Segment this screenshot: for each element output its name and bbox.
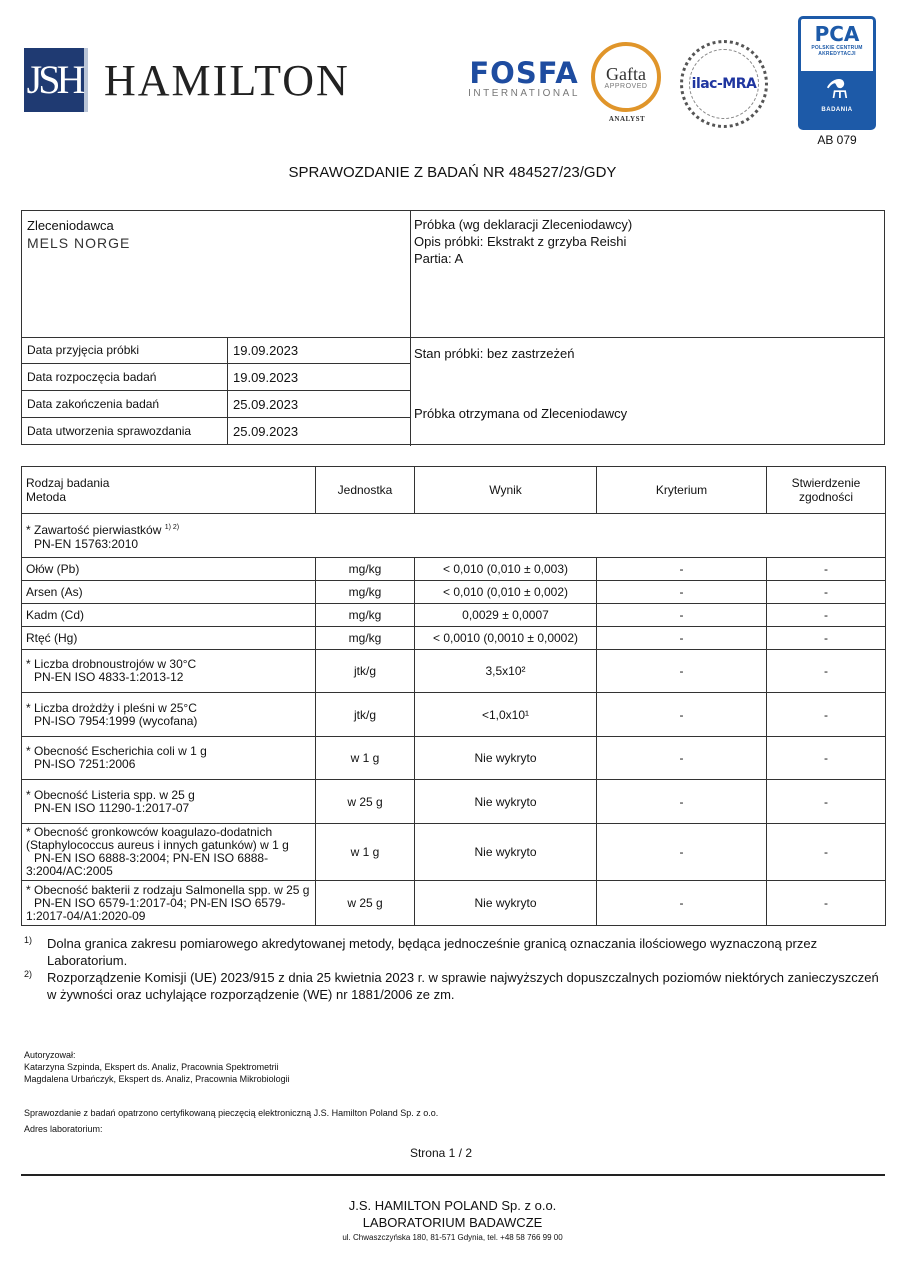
cell-test-method: PN-EN ISO 6888-3:2004; PN-EN ISO 6888- bbox=[34, 851, 269, 865]
cell-test-method-cont: 3:2004/AC:2005 bbox=[26, 864, 113, 878]
cell-test bbox=[22, 650, 316, 693]
fosfa-logo bbox=[467, 58, 581, 99]
date-row bbox=[22, 337, 410, 364]
lab-address-label: Adres laboratorium: bbox=[24, 1124, 103, 1134]
sample-state: Stan próbki: bez zastrzeżeń bbox=[414, 346, 575, 361]
date-label: Data przyjęcia próbki bbox=[27, 343, 140, 357]
cell-result: Nie wykryto bbox=[415, 881, 597, 926]
pca-accreditation-code: AB 079 bbox=[817, 133, 857, 147]
header-test-method bbox=[22, 467, 316, 514]
cell-criterion: - bbox=[597, 558, 767, 581]
certification-text: Sprawozdanie z badań opatrzono certyfikowaną pieczęcią elektroniczną J.S. Hamilton Poland Sp. z o.o. bbox=[24, 1108, 439, 1118]
document-title: SPRAWOZDANIE Z BADAŃ NR 484527/23/GDY bbox=[288, 164, 617, 181]
table-row bbox=[22, 693, 886, 737]
cell-test bbox=[22, 780, 316, 824]
table-row bbox=[22, 780, 886, 824]
page-number: Strona 1 / 2 bbox=[409, 1146, 473, 1160]
cell-result: <1,0x10¹ bbox=[415, 693, 597, 737]
section-title bbox=[26, 521, 881, 537]
date-row bbox=[22, 418, 410, 445]
results-table bbox=[21, 466, 886, 926]
cell-unit: mg/kg bbox=[316, 558, 415, 581]
date-divider bbox=[227, 364, 228, 390]
date-row bbox=[22, 364, 410, 391]
cell-unit: mg/kg bbox=[316, 627, 415, 650]
footnote bbox=[21, 969, 885, 1003]
pca-subtitle-2: AKREDYTACJI bbox=[818, 51, 856, 57]
header-method: Metoda bbox=[26, 490, 67, 504]
cell-result: Nie wykryto bbox=[415, 780, 597, 824]
footer-address: ul. Chwaszczyńska 180, 81-571 Gdynia, tel. +48 58 766 99 00 bbox=[342, 1233, 563, 1242]
cell-criterion: - bbox=[597, 693, 767, 737]
authorizer-2: Magdalena Urbańczyk, Ekspert ds. Analiz, Pracownia Mikrobiologii bbox=[24, 1074, 290, 1084]
header-conformity-line2: zgodności bbox=[798, 490, 854, 504]
cell-criterion: - bbox=[597, 881, 767, 926]
hamilton-logo-word: HAMILTON bbox=[104, 55, 350, 105]
cell-criterion: - bbox=[597, 824, 767, 881]
pca-badge-top bbox=[801, 19, 873, 71]
cell-criterion: - bbox=[597, 581, 767, 604]
gafta-analyst: ANALYST bbox=[608, 115, 646, 123]
date-row bbox=[22, 391, 410, 418]
cell-result: < 0,010 (0,010 ± 0,003) bbox=[415, 558, 597, 581]
footer-lab: LABORATORIUM BADAWCZE bbox=[362, 1215, 543, 1230]
cell-test-name: * Obecność Listeria spp. w 25 g bbox=[26, 787, 195, 802]
cell-test-name: * Liczba drożdży i pleśni w 25°C bbox=[26, 700, 197, 715]
section-footnote-ref: 1) 2) bbox=[164, 523, 180, 531]
cell-result: 3,5x10² bbox=[415, 650, 597, 693]
sample-info-box bbox=[21, 210, 885, 445]
cell-result: Nie wykryto bbox=[415, 824, 597, 881]
cell-result: 0,0029 ± 0,0007 bbox=[415, 604, 597, 627]
cell-test-method: PN-ISO 7251:2006 bbox=[34, 757, 136, 771]
cell-test-name: * Obecność gronkowców koagulazo-dodatnich bbox=[26, 825, 273, 839]
authorization-label: Autoryzował: bbox=[24, 1050, 76, 1060]
sample-details bbox=[414, 216, 632, 267]
header-conformity bbox=[767, 467, 886, 514]
pca-accreditation-badge bbox=[798, 16, 876, 130]
header-criterion: Kryterium bbox=[597, 467, 767, 514]
date-label: Data utworzenia sprawozdania bbox=[27, 424, 192, 438]
cell-criterion: - bbox=[597, 650, 767, 693]
pca-badania: BADANIA bbox=[821, 107, 853, 113]
cell-criterion: - bbox=[597, 604, 767, 627]
cell-conformity: - bbox=[767, 627, 886, 650]
date-value: 25.09.2023 bbox=[233, 397, 299, 412]
cell-conformity: - bbox=[767, 650, 886, 693]
cell-result: < 0,010 (0,010 ± 0,002) bbox=[415, 581, 597, 604]
gafta-name: Gafta bbox=[606, 63, 646, 84]
cell-test-method: PN-EN ISO 11290-1:2017-07 bbox=[34, 800, 190, 815]
sample-batch: Partia: A bbox=[414, 251, 464, 266]
cell-test-name: * Obecność bakterii z rodzaju Salmonella spp. w 25 g bbox=[26, 882, 310, 897]
section-row bbox=[22, 514, 886, 558]
cell-test-method-cont: 1:2017-04/A1:2020-09 bbox=[26, 908, 146, 923]
table-row bbox=[22, 604, 886, 627]
header-result: Wynik bbox=[415, 467, 597, 514]
table-row bbox=[22, 881, 886, 926]
ilac-inner-ring bbox=[689, 49, 759, 119]
date-divider bbox=[227, 418, 228, 445]
cell-unit: w 1 g bbox=[316, 737, 415, 780]
date-value: 19.09.2023 bbox=[233, 370, 299, 385]
ilac-mra-text: ilac-MRA bbox=[691, 76, 757, 92]
table-row bbox=[22, 627, 886, 650]
client-name: MELS NORGE bbox=[27, 235, 131, 251]
table-row bbox=[22, 824, 886, 881]
cell-unit: jtk/g bbox=[316, 693, 415, 737]
pca-subtitle-1: POLSKIE CENTRUM bbox=[811, 45, 863, 51]
cell-test-name: * Liczba drobnoustrojów w 30°C bbox=[26, 657, 197, 671]
date-divider bbox=[227, 337, 228, 363]
section-title-text: * Zawartość pierwiastków bbox=[26, 522, 162, 537]
cell-unit: mg/kg bbox=[316, 604, 415, 627]
info-divider-vertical bbox=[410, 211, 411, 446]
section-method: PN-EN 15763:2010 bbox=[34, 536, 139, 551]
cell-test bbox=[22, 824, 316, 881]
cell-conformity: - bbox=[767, 693, 886, 737]
fosfa-logo-subtitle: INTERNATIONAL bbox=[468, 88, 580, 99]
header-unit: Jednostka bbox=[316, 467, 415, 514]
footer-company: J.S. HAMILTON POLAND Sp. z o.o. bbox=[348, 1198, 557, 1213]
date-label: Data zakończenia badań bbox=[27, 397, 160, 411]
cell-conformity: - bbox=[767, 881, 886, 926]
header-conformity-line1: Stwierdzenie bbox=[791, 476, 861, 490]
gafta-approved: APPROVED bbox=[604, 82, 648, 90]
footnote-text: Dolna granica zakresu pomiarowego akredytowanej metody, będąca jednocześnie granicą oznaczania ilościowego wyznaczoną przez Laboratorium. bbox=[47, 936, 818, 968]
pca-title: PCA bbox=[814, 22, 860, 46]
certification-block bbox=[24, 1105, 438, 1137]
table-row bbox=[22, 581, 886, 604]
cell-test-method: PN-EN ISO 6579-1:2017-04; PN-EN ISO 6579- bbox=[34, 895, 286, 910]
table-row bbox=[22, 650, 886, 693]
cell-conformity: - bbox=[767, 780, 886, 824]
ilac-mra-logo bbox=[680, 40, 768, 128]
footnote bbox=[21, 935, 885, 969]
cell-conformity: - bbox=[767, 558, 886, 581]
cell-test bbox=[22, 737, 316, 780]
cell-test bbox=[22, 881, 316, 926]
date-divider bbox=[227, 391, 228, 417]
fosfa-logo-title: FOSFA bbox=[469, 56, 579, 90]
cell-criterion: - bbox=[597, 737, 767, 780]
gafta-ring bbox=[591, 42, 661, 112]
date-value: 25.09.2023 bbox=[233, 424, 299, 439]
date-value: 19.09.2023 bbox=[233, 343, 299, 358]
date-label: Data rozpoczęcia badań bbox=[27, 370, 157, 384]
sample-description: Opis próbki: Ekstrakt z grzyba Reishi bbox=[414, 234, 627, 249]
cell-unit: w 25 g bbox=[316, 780, 415, 824]
cell-test-method: PN-EN ISO 4833-1:2013-12 bbox=[34, 670, 184, 684]
footnote-text: Rozporządzenie Komisji (UE) 2023/915 z dnia 25 kwietnia 2023 r. w sprawie najwyższych dopuszczalnych poziomów niektórych zanieczyszczeń w żywności oraz uchylające rozporządzenie (WE) nr 1881/2006 ze zm. bbox=[47, 970, 879, 1002]
cell-criterion: - bbox=[597, 627, 767, 650]
cell-test bbox=[22, 693, 316, 737]
cell-test-name-cont: (Staphylococcus aureus i innych gatunków) w 1 g bbox=[26, 838, 289, 852]
footnote-number: 1) bbox=[24, 935, 33, 945]
cell-conformity: - bbox=[767, 824, 886, 881]
authorizer-1: Katarzyna Szpinda, Ekspert ds. Analiz, Pracownia Spektrometrii bbox=[24, 1062, 279, 1072]
table-row bbox=[22, 737, 886, 780]
footer-divider bbox=[21, 1174, 885, 1176]
cell-test: Kadm (Cd) bbox=[22, 604, 316, 627]
cell-test-name: * Obecność Escherichia coli w 1 g bbox=[26, 744, 207, 758]
authorization-block bbox=[24, 1049, 290, 1085]
header-test: Rodzaj badania bbox=[26, 476, 110, 490]
client-label: Zleceniodawca bbox=[27, 218, 114, 233]
dates-table bbox=[22, 337, 410, 445]
cell-unit: jtk/g bbox=[316, 650, 415, 693]
hamilton-logo-mark: JSH bbox=[24, 48, 88, 112]
flask-icon: ⚗ bbox=[825, 74, 849, 104]
table-row bbox=[22, 558, 886, 581]
cell-test: Ołów (Pb) bbox=[22, 558, 316, 581]
cell-result: < 0,0010 (0,0010 ± 0,0002) bbox=[415, 627, 597, 650]
cell-conformity: - bbox=[767, 581, 886, 604]
cell-test: Rtęć (Hg) bbox=[22, 627, 316, 650]
cell-test-method: PN-ISO 7954:1999 (wycofana) bbox=[34, 713, 198, 728]
cell-test: Arsen (As) bbox=[22, 581, 316, 604]
cell-criterion: - bbox=[597, 780, 767, 824]
hamilton-logo bbox=[24, 48, 350, 112]
footnote-number: 2) bbox=[24, 969, 33, 979]
cell-unit: mg/kg bbox=[316, 581, 415, 604]
cell-result: Nie wykryto bbox=[415, 737, 597, 780]
section-cell bbox=[22, 514, 886, 558]
sample-label: Próbka (wg deklaracji Zleceniodawcy) bbox=[414, 217, 633, 232]
cell-unit: w 1 g bbox=[316, 824, 415, 881]
cell-conformity: - bbox=[767, 737, 886, 780]
gafta-logo bbox=[591, 42, 663, 123]
sample-received: Próbka otrzymana od Zleceniodawcy bbox=[414, 406, 628, 421]
cell-unit: w 25 g bbox=[316, 881, 415, 926]
cell-conformity: - bbox=[767, 604, 886, 627]
results-header-row bbox=[22, 467, 886, 514]
